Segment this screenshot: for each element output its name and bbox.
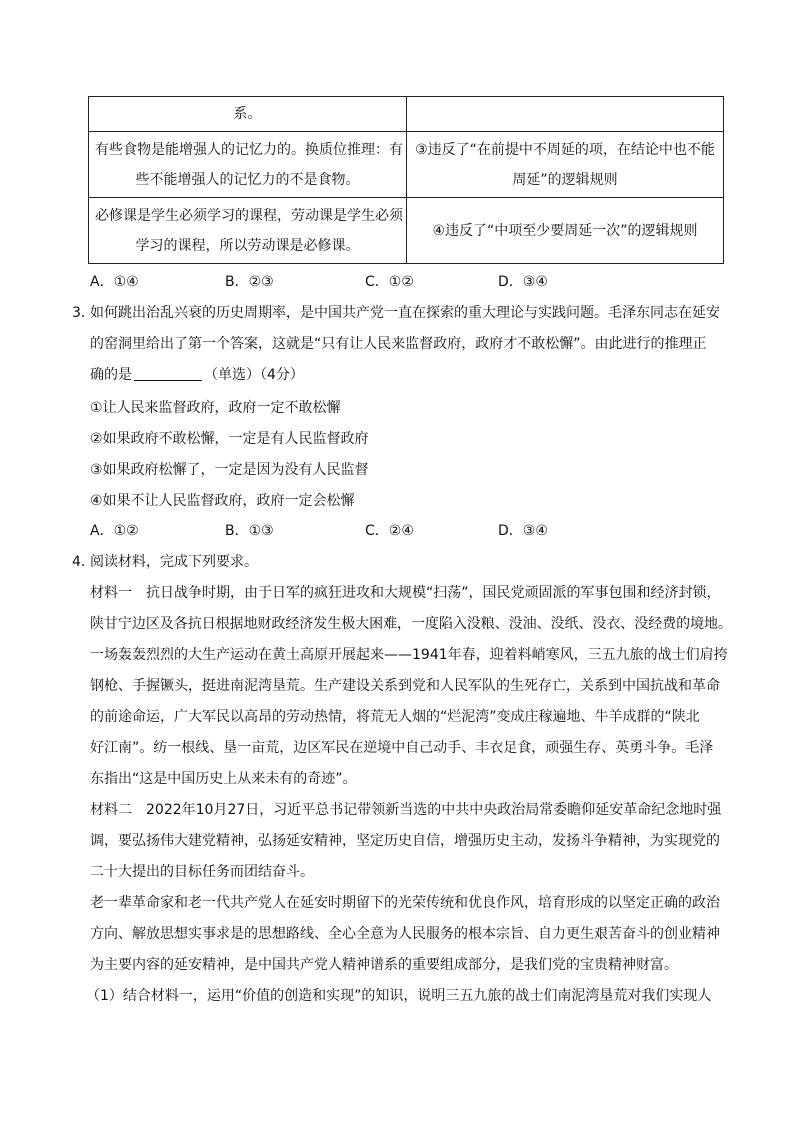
question-prompt: 阅读材料，完成下列要求。 bbox=[90, 554, 258, 570]
option-b[interactable]: B．①③ bbox=[225, 523, 274, 539]
table-cell-left bbox=[89, 132, 407, 198]
answer-blank[interactable] bbox=[134, 366, 202, 381]
option-b[interactable]: B．②③ bbox=[225, 274, 274, 290]
material-two-line: 二十大提出的目标任务而团结奋斗。 bbox=[90, 864, 314, 880]
table-cell-right bbox=[407, 132, 724, 198]
question-number: 3． bbox=[72, 305, 95, 321]
question-stem-line: 的窑洞里给出了第一个答案，这就是“只有让人民来监督政府，政府才不敢松懈”。由此进行的推理正 bbox=[90, 336, 707, 352]
option-d[interactable]: D．③④ bbox=[498, 523, 548, 539]
material-one-line: 钢枪、手握镢头，挺进南泥湾垦荒。生产建设关系到党和人民军队的生死存亡，关系到中国抗战和革命 bbox=[90, 678, 720, 694]
table-row bbox=[89, 198, 724, 264]
material-one-line: 陕甘宁边区及各抗日根据地财政经济发生极大困难，一度陷入没粮、没油、没纸、没衣、没经费的境地。 bbox=[90, 616, 732, 632]
option-a[interactable]: A．①② bbox=[90, 523, 139, 539]
question-number: 4． bbox=[72, 554, 95, 570]
material-one-line: 东指出“这是中国历史上从来未有的奇迹”。 bbox=[90, 771, 357, 787]
choice-3: ③如果政府松懈了，一定是因为没有人民监督 bbox=[90, 462, 369, 478]
stem-text: 确的是 bbox=[90, 367, 132, 383]
table-cell-right bbox=[407, 97, 724, 132]
option-c[interactable]: C．①② bbox=[365, 274, 414, 290]
option-c[interactable]: C．②④ bbox=[365, 523, 414, 539]
choice-1: ①让人民来监督政府，政府一定不敢松懈 bbox=[90, 400, 341, 416]
table-cell-left bbox=[89, 97, 407, 132]
choice-4: ④如果不让人民监督政府，政府一定会松懈 bbox=[90, 493, 355, 509]
choice-2: ②如果政府不敢松懈，一定是有人民监督政府 bbox=[90, 431, 369, 447]
sub-question-1: （1）结合材料一，运用“价值的创造和实现”的知识，说明三五九旅的战士们南泥湾垦荒对我们实现人 bbox=[86, 988, 712, 1004]
material-one-line: 好江南”。纺一根线、垦一亩荒，边区军民在逆境中自己动手、丰衣足食，顽强生存、英勇斗争。毛泽 bbox=[90, 740, 714, 756]
stem-text: （单选）（4分） bbox=[204, 367, 304, 383]
question-stem-line: 如何跳出治乱兴衰的历史周期率，是中国共产党一直在探索的重大理论与实践问题。毛泽东同志在延安 bbox=[90, 305, 720, 321]
material-two-line: 调，要弘扬伟大建党精神，弘扬延安精神，坚定历史自信，增强历史主动，发扬斗争精神，为实现党的 bbox=[90, 833, 720, 849]
material-two-line: 材料二 2022年10月27日，习近平总书记带领新当选的中共中央政治局常委瞻仰延安革命纪念地时强 bbox=[90, 802, 722, 818]
material-one-line: 一场轰轰烈烈的大生产运动在黄土高原开展起来——1941年春，迎着料峭寒风，三五九旅的战士们肩挎 bbox=[90, 647, 728, 663]
cell-line: 些不能增强人的记忆力的不是食物。 bbox=[135, 171, 360, 188]
table-row bbox=[89, 97, 724, 132]
cell-line: 周延”的逻辑规则 bbox=[512, 171, 618, 188]
table-row bbox=[89, 132, 724, 198]
material-two-paragraph-line: 为主要内容的延安精神，是中国共产党人精神谱系的重要组成部分，是我们党的宝贵精神财富。 bbox=[90, 957, 678, 973]
option-a[interactable]: A．①④ bbox=[90, 274, 139, 290]
question-stem-line bbox=[90, 363, 304, 387]
table-cell-left bbox=[89, 198, 407, 264]
option-d[interactable]: D．③④ bbox=[498, 274, 548, 290]
material-two-paragraph-line: 方向、解放思想实事求是的思想路线、全心全意为人民服务的根本宗旨、自力更生艰苦奋斗的创业精神 bbox=[90, 926, 720, 942]
cell-line: ③违反了“在前提中不周延的项，在结论中也不能 bbox=[415, 141, 715, 158]
cell-line: 必修课是学生必须学习的课程，劳动课是学生必须 bbox=[95, 207, 403, 224]
material-one-line: 的前途命运，广大军民以高昂的劳动热情，将荒无人烟的“烂泥湾”变成庄稼遍地、牛羊成群的“陕北 bbox=[90, 709, 700, 725]
cell-line: ④违反了“中项至少要周延一次”的逻辑规则 bbox=[432, 222, 698, 239]
logic-reasoning-table bbox=[88, 96, 724, 264]
cell-line: 有些食物是能增强人的记忆力的。换质位推理：有 bbox=[95, 141, 403, 158]
cell-line: 系。 bbox=[233, 106, 262, 122]
table-cell-right bbox=[407, 198, 724, 264]
material-one-line: 材料一 抗日战争时期，由于日军的疯狂进攻和大规模“扫荡”，国民党顽固派的军事包围和经济封锁， bbox=[90, 585, 721, 601]
cell-line: 学习的课程，所以劳动课是必修课。 bbox=[135, 237, 360, 254]
material-two-paragraph-line: 老一辈革命家和老一代共产党人在延安时期留下的光荣传统和优良作风，培育形成的以坚定正确的政治 bbox=[90, 895, 720, 911]
